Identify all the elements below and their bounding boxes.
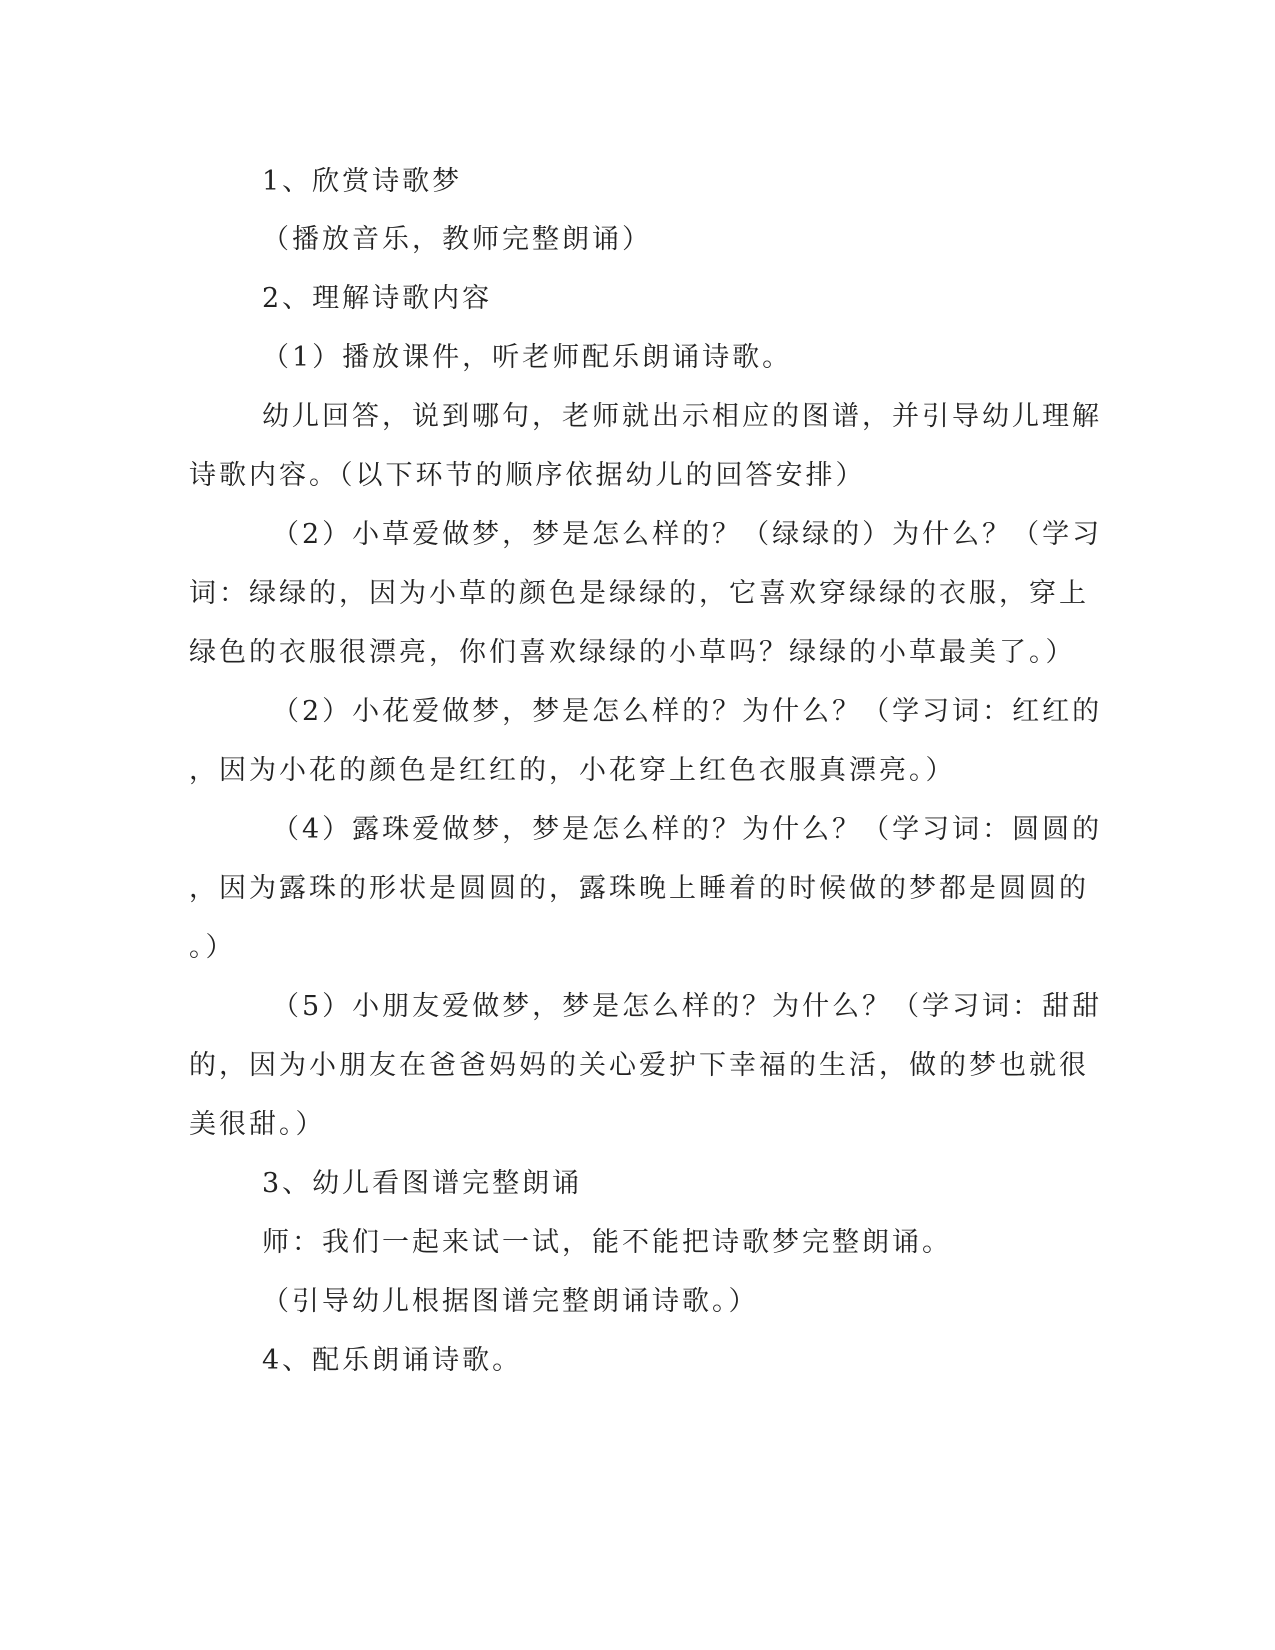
paragraph-line: （1）播放课件，听老师配乐朗诵诗歌。 [262,342,793,373]
paragraph-line: 师：我们一起来试一试，能不能把诗歌梦完整朗诵。 [262,1227,952,1258]
paragraph-line: （引导幼儿根据图谱完整朗诵诗歌。） [262,1286,759,1317]
paragraph-line: ，因为小花的颜色是红红的，小花穿上红色衣服真漂亮。） [189,755,956,786]
paragraph-line: 幼儿回答，说到哪句，老师就出示相应的图谱，并引导幼儿理解 [262,401,1102,432]
paragraph-line: （5）小朋友爱做梦，梦是怎么样的？为什么？（学习词：甜甜 [272,991,1103,1022]
heading-understand-poem: 2、理解诗歌内容 [262,283,493,314]
paragraph-line: 的，因为小朋友在爸爸妈妈的关心爱护下幸福的生活，做的梦也就很 [189,1050,1089,1081]
paragraph-line: 。） [189,932,236,963]
paragraph-line: 诗歌内容。（以下环节的顺序依据幼儿的回答安排） [189,460,866,491]
paragraph-line: 词：绿绿的，因为小草的颜色是绿绿的，它喜欢穿绿绿的衣服，穿上 [189,578,1089,609]
paragraph-line: （2）小花爱做梦，梦是怎么样的？为什么？（学习词：红红的 [272,696,1103,727]
paragraph-line: 美很甜。） [189,1109,326,1140]
paragraph-line: 绿色的衣服很漂亮，你们喜欢绿绿的小草吗？绿绿的小草最美了。） [189,637,1076,668]
paragraph-line: （2）小草爱做梦，梦是怎么样的？（绿绿的）为什么？（学习 [272,519,1103,550]
paragraph-line: ，因为露珠的形状是圆圆的，露珠晚上睡着的时候做的梦都是圆圆的 [189,873,1089,904]
paragraph-line: （播放音乐，教师完整朗诵） [262,224,652,255]
heading-children-recite: 3、幼儿看图谱完整朗诵 [262,1168,583,1199]
heading-music-recitation: 4、配乐朗诵诗歌。 [262,1345,523,1376]
paragraph-line: （4）露珠爱做梦，梦是怎么样的？为什么？（学习词：圆圆的 [272,814,1103,845]
heading-appreciate-poem: 1、欣赏诗歌梦 [262,166,463,197]
